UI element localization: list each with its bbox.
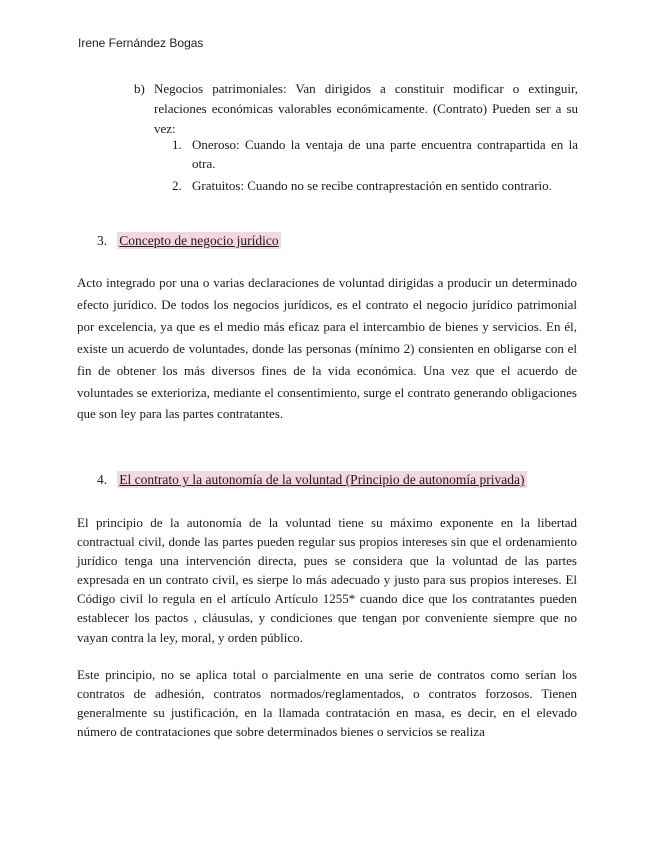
section-title: El contrato y la autonomía de la voluntad (Principio de autonomía privada) bbox=[119, 472, 525, 487]
section-3-heading bbox=[97, 230, 281, 252]
list-marker: b) bbox=[134, 81, 145, 96]
list-item-text: Negocios patrimoniales: Van dirigidos a constituir modificar o extinguir, relaciones económicas valorables económicamente. (Contrato) Pueden ser a su vez: bbox=[154, 81, 578, 136]
sublist-number: 2. bbox=[172, 178, 182, 193]
section-4-paragraph-2: Este principio, no se aplica total o parcialmente en una serie de contratos como serían los contratos de adhesión, contratos normados/reglamentados, o contratos forzosos. Tienen generalmente su justificación, en la llamada contratación en masa, es decir, en el elevado número de contrataciones que sobre determinados bienes o servicios se realiza bbox=[77, 667, 577, 740]
page-header-author: Irene Fernández Bogas bbox=[78, 36, 204, 50]
sublist-number: 1. bbox=[172, 137, 182, 152]
section-3-paragraph: Acto integrado por una o varias declaraciones de voluntad dirigidas a producir un determinado efecto jurídico. De todos los negocios jurídicos, es el contrato el negocio jurídico patrimonial por excelencia, ya que es el medio más eficaz para el intercambio de bienes y servicios. En él, existe un acuerdo de voluntades, donde las personas (mínimo 2) consienten en obligarse con el fin de obtener los más diversos fines de la vida económica. Una vez que el acuerdo de voluntades se exterioriza, mediante el consentimiento, surge el contrato generando obligaciones que son ley para las partes contratantes. bbox=[77, 275, 577, 422]
sublist-text: Oneroso: Cuando la ventaja de una parte encuentra contrapartida en la otra. bbox=[192, 137, 578, 171]
numbered-sublist bbox=[172, 135, 578, 198]
sublist-item-gratuitos bbox=[172, 176, 578, 195]
section-4-paragraph-1: El principio de la autonomía de la voluntad tiene su máximo exponente en la libertad contractual civil, donde las partes pueden regular sus propios intereses sin que el ordenamiento jurídico tenga una intervención directa, pues se considera que la voluntad de las partes expresada en un contrato civil, es sierpe lo más adecuado y justo para sus propios intereses. El Código civil lo regula en el artículo Artículo 1255* cuando dice que los contratantes pueden establecer los pactos , cláusulas, y condiciones que tengan por conveniente siempre que no vayan contra la ley, moral, y orden público. bbox=[77, 515, 577, 645]
section-number: 3. bbox=[97, 233, 108, 248]
section-4-heading bbox=[97, 469, 527, 491]
sublist-text: Gratuitos: Cuando no se recibe contraprestación en sentido contrario. bbox=[192, 178, 552, 193]
sublist-item-oneroso bbox=[172, 135, 578, 173]
section-title: Concepto de negocio jurídico bbox=[119, 233, 279, 248]
list-item-b bbox=[134, 79, 578, 139]
section-number: 4. bbox=[97, 472, 108, 487]
